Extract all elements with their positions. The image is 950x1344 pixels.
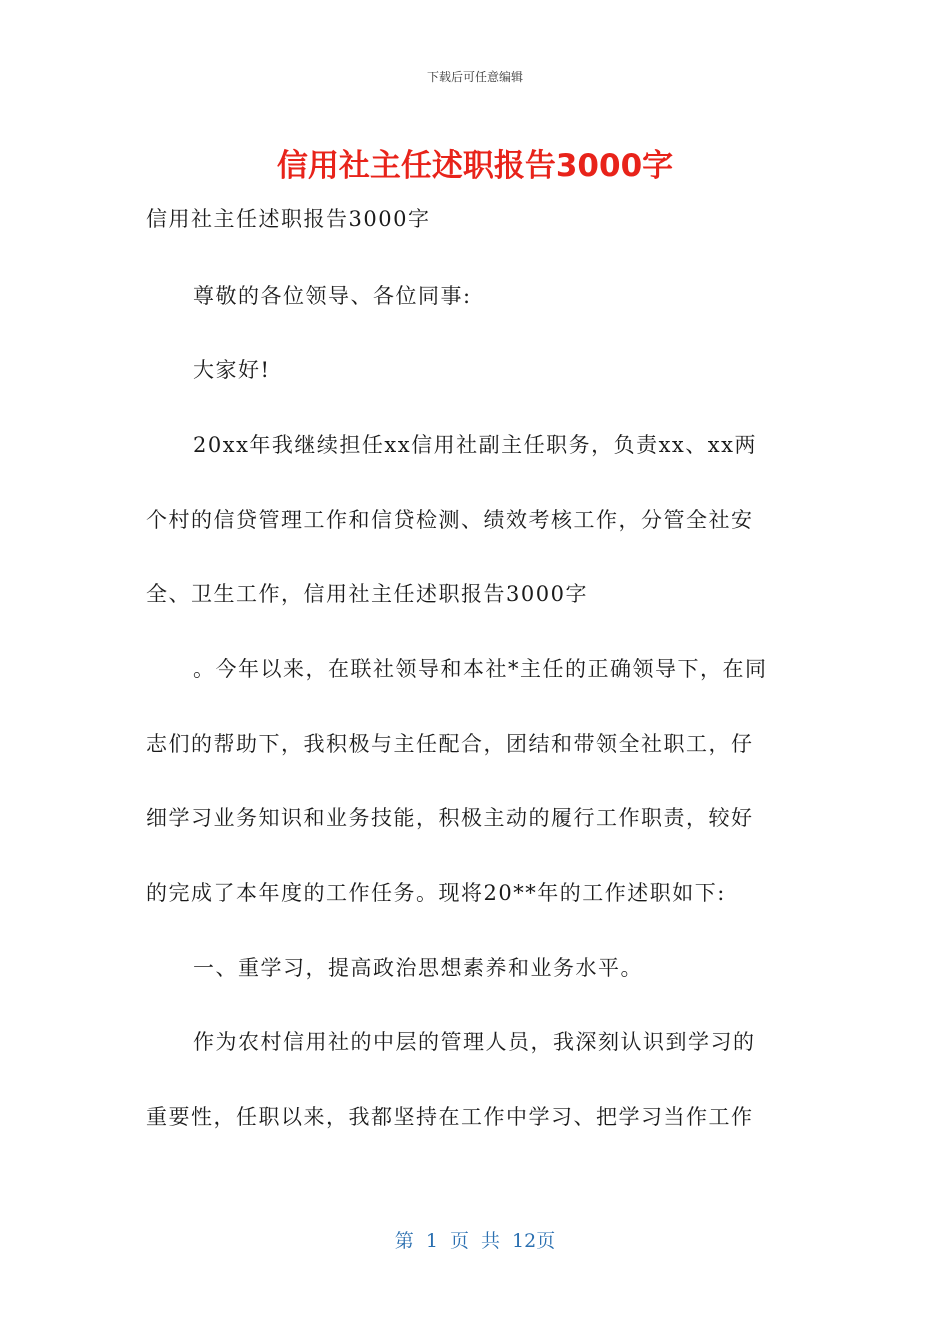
body-line-salutation: 尊敬的各位领导、各位同事: [193, 284, 472, 308]
body-line: 。今年以来，在联社领导和本社*主任的正确领导下，在同 [193, 657, 768, 681]
body-line: 的完成了本年度的工作任务。现将20**年的工作述职如下: [146, 881, 726, 905]
body-line-section-heading: 一、重学习，提高政治思想素养和业务水平。 [193, 956, 643, 980]
body-line: 20xx年我继续担任xx信用社副主任职务，负责xx、xx两 [193, 433, 757, 457]
page-footer: 第 1 页 共 12页 [394, 1230, 556, 1252]
body-line: 细学习业务知识和业务技能，积极主动的履行工作职责，较好 [146, 806, 754, 830]
body-line: 全、卫生工作，信用社主任述职报告3000字 [146, 582, 588, 606]
body-line: 重要性，任职以来，我都坚持在工作中学习、把学习当作工作 [146, 1105, 754, 1129]
body-line: 志们的帮助下，我积极与主任配合，团结和带领全社职工，仔 [146, 732, 754, 756]
body-line: 个村的信贷管理工作和信贷检测、绩效考核工作，分管全社安 [146, 508, 754, 532]
body-line-greeting: 大家好! [193, 358, 271, 382]
header-note: 下载后可任意编辑 [426, 70, 523, 84]
document-title: 信用社主任述职报告3000字 [276, 148, 674, 184]
body-line-subtitle: 信用社主任述职报告3000字 [146, 207, 431, 231]
body-line: 作为农村信用社的中层的管理人员，我深刻认识到学习的 [193, 1030, 756, 1054]
